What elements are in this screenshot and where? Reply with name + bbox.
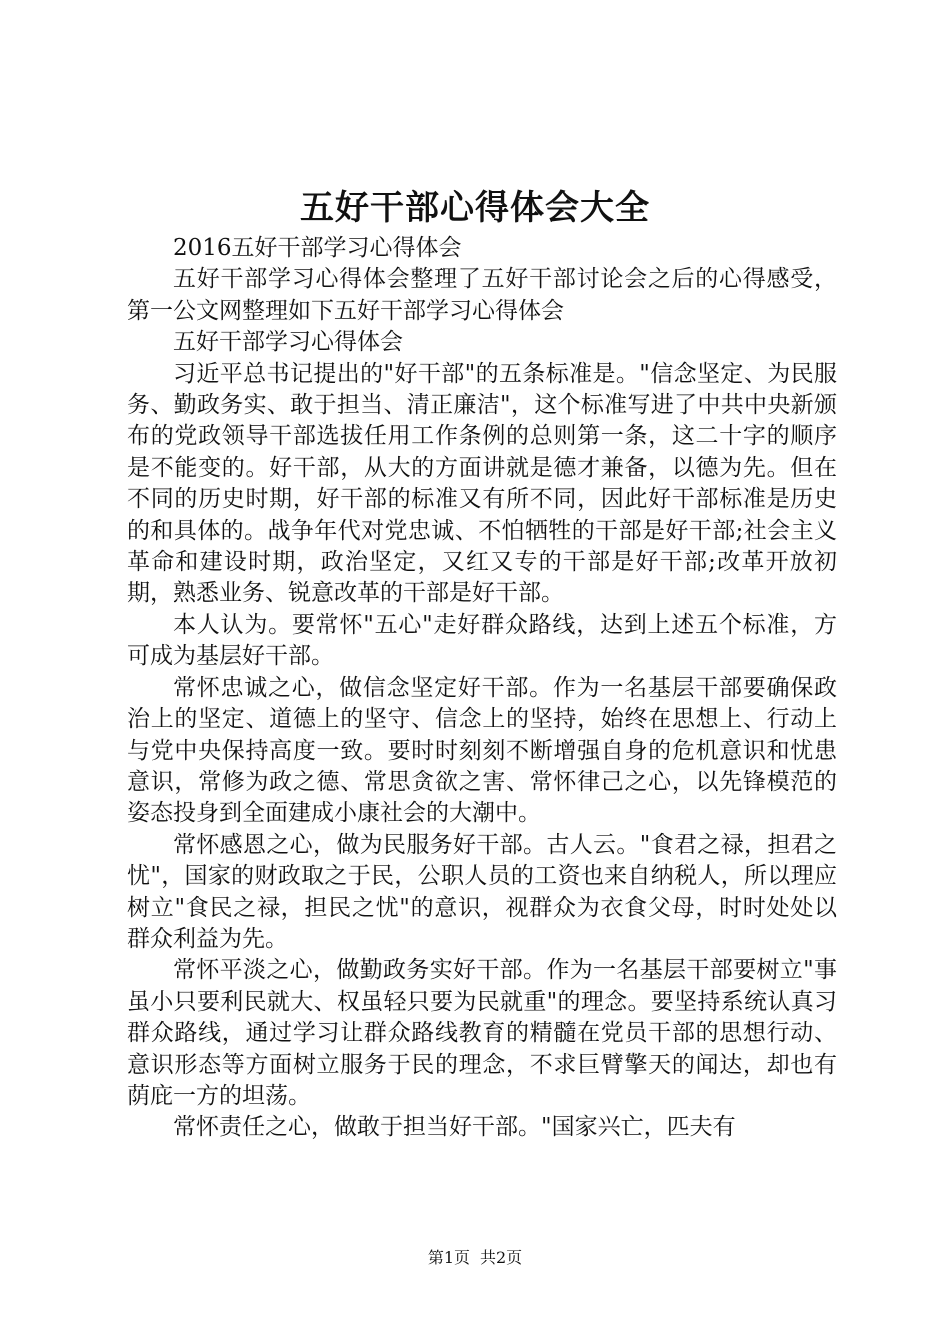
page-total: 共2页: [480, 1248, 523, 1267]
page-number: 第1页: [427, 1248, 470, 1267]
document-title: 五好干部心得体会大全: [300, 188, 650, 228]
intro-paragraph: 五好干部学习心得体会整理了五好干部讨论会之后的心得感受，第一公文网整理如下五好干部学习心得体会: [127, 266, 837, 324]
subtitle-paragraph: 2016五好干部学习心得体会: [173, 235, 462, 261]
body-paragraph: 常怀忠诚之心，做信念坚定好干部。作为一名基层干部要确保政治上的坚定、道德上的坚守、信念上的坚持，始终在思想上、行动上与党中央保持高度一致。要时时刻刻不断增强自身的危机意识和忧患意识，常修为政之德、常思贪欲之害、常怀律己之心，以先锋模范的姿态投身到全面建成小康社会的大潮中。: [127, 674, 837, 827]
page-footer: [0, 1247, 950, 1269]
body-paragraph: 本人认为。要常怀"五心"走好群众路线，达到上述五个标准，方可成为基层好干部。: [127, 611, 837, 670]
body-paragraph: 常怀平淡之心，做勤政务实好干部。作为一名基层干部要树立"事虽小只要利民就大、权虽轻只要为民就重"的理念。要坚持系统认真习群众路线，通过学习让群众路线教育的精髓在党员干部的思想行动、意识形态等方面树立服务于民的理念，不求巨臂擎天的闻达，却也有荫庇一方的坦荡。: [127, 957, 837, 1109]
document-body: [127, 233, 837, 1144]
body-paragraph: 常怀感恩之心，做为民服务好干部。古人云。"食君之禄，担君之忧"，国家的财政取之于民，公职人员的工资也来自纳税人，所以理应树立"食民之禄，担民之忧"的意识，视群众为衣食父母，时时处处以群众利益为先。: [127, 831, 837, 952]
body-paragraph: 常怀责任之心，做敢于担当好干部。"国家兴亡，匹夫有: [173, 1114, 736, 1141]
section-heading: 五好干部学习心得体会: [173, 329, 403, 356]
body-paragraph: 习近平总书记提出的"好干部"的五条标准是。"信念坚定、为民服务、勤政务实、敢于担当、清正廉洁"，这个标准写进了中共中央新颁布的党政领导干部选拔任用工作条例的总则第一条，这二十字的顺序是不能变的。好干部，从大的方面讲就是德才兼备，以德为先。但在不同的历史时期，好干部的标准又有所不同，因此好干部标准是历史的和具体的。战争年代对党忠诚、不怕牺牲的干部是好干部;社会主义革命和建设时期，政治坚定，又红又专的干部是好干部;改革开放初期，熟悉业务、锐意改革的干部是好干部。: [127, 360, 837, 607]
